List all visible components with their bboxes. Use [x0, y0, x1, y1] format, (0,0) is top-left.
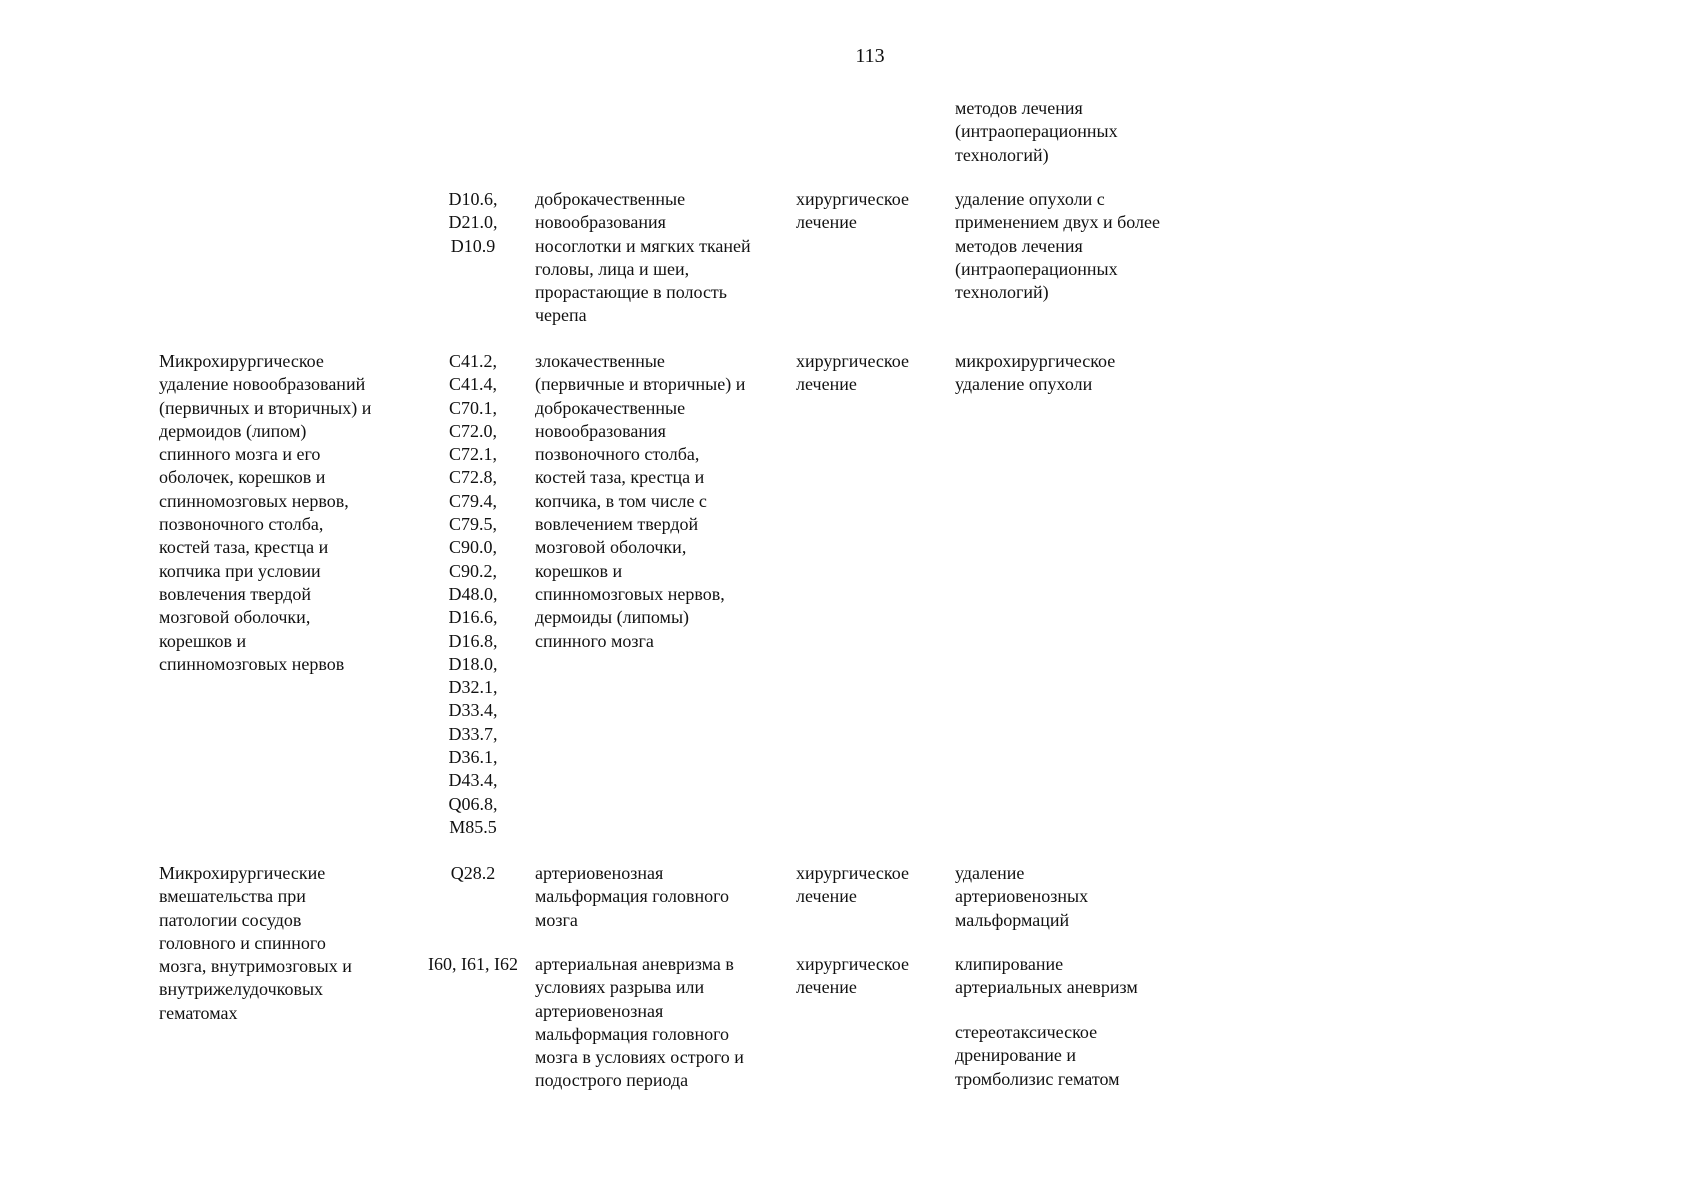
row-4-codes: I60, I61, I62: [428, 954, 518, 974]
row-3-model: артериовенозная мальформация головного мозга: [535, 863, 730, 930]
row-4-treatment-type: хирургическое лечение: [796, 954, 909, 998]
row-1-treatment-type: хирургическое лечение: [796, 189, 909, 233]
row-4-model: артериальная аневризма в условиях разрыва или артериовенозная мальформация головного мозга в условиях острого и подострого периода: [535, 954, 744, 1091]
row-3-method: удаление артериовенозных мальформаций: [955, 863, 1089, 930]
page-number: 113: [855, 45, 885, 67]
row-2-model: злокачественные (первичные и вторичные) и доброкачественные новообразования позвоночного столба, костей таза, крестца и копчика, в том числе с вовлечением твердой мозговой оболочки, корешков и спинномозговых нервов, дермоиды (липомы) спинного мозга: [535, 351, 746, 651]
row-3-name: Микрохирургические вмешательства при патологии сосудов головного и спинного мозга, внутримозговых и внутрижелудочковых гематомах: [159, 863, 352, 1023]
row-2-codes: C41.2, C41.4, C70.1, C72.0, C72.1, C72.8, C79.4, C79.5, C90.0, C90.2, D48.0, D16.6, D16.8, D18.0, D32.1, D33.4, D33.7, D36.1, D43.4, Q06.8, M85.5: [448, 351, 498, 837]
row-4-method-2: стереотаксическое дренирование и тромболизис гематом: [955, 1022, 1120, 1089]
continuation-method: методов лечения (интраоперационных технологий): [955, 98, 1118, 165]
row-3-treatment-type: хирургическое лечение: [796, 863, 909, 907]
row-2-method: микрохирургическое удаление опухоли: [955, 351, 1116, 395]
row-1-method: удаление опухоли с применением двух и более методов лечения (интраоперационных технологий): [955, 189, 1160, 303]
row-2-name: Микрохирургическое удаление новообразований (первичных и вторичных) и дермоидов (липом) спинного мозга и его оболочек, корешков и спинномозговых нервов, позвоночного столба, костей таза, крестца и копчика при условии вовлечения твердой мозговой оболочки, корешков и спинномозговых нервов: [159, 351, 372, 674]
row-2-treatment-type: хирургическое лечение: [796, 351, 909, 395]
row-1-model: доброкачественные новообразования носоглотки и мягких тканей головы, лица и шеи, прорастающие в полость черепа: [535, 189, 751, 326]
row-1-codes: D10.6, D21.0, D10.9: [448, 189, 498, 256]
row-3-codes: Q28.2: [450, 863, 496, 883]
row-4-method: клипирование артериальных аневризм: [955, 954, 1138, 998]
